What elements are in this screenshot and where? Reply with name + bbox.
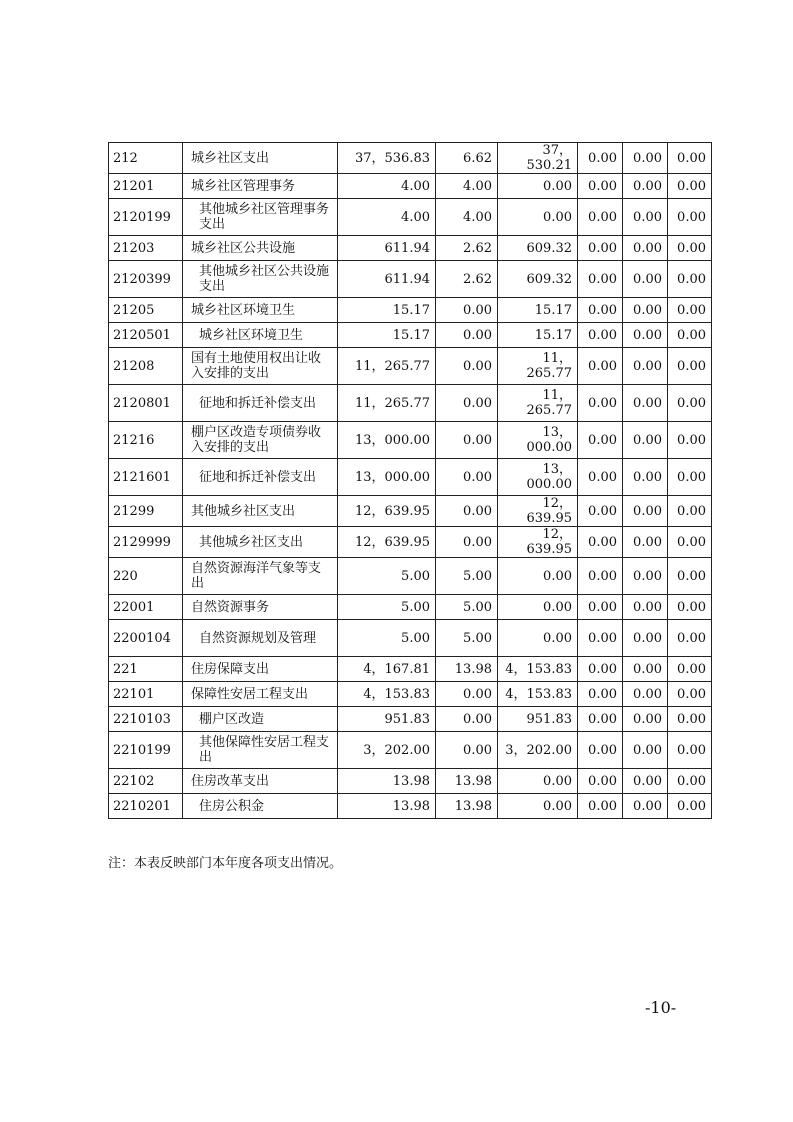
cell-project: 12，639.95	[498, 527, 578, 558]
cell-col6: 0.00	[668, 422, 712, 459]
cell-code: 21216	[109, 422, 183, 459]
cell-col4: 0.00	[578, 620, 623, 657]
cell-project: 3，202.00	[498, 732, 578, 769]
cell-col5: 0.00	[623, 199, 668, 236]
cell-basic: 2.62	[436, 261, 498, 298]
cell-name: 城乡社区管理事务	[183, 174, 338, 199]
cell-col6: 0.00	[668, 236, 712, 261]
cell-code: 2200104	[109, 620, 183, 657]
cell-code: 21205	[109, 298, 183, 323]
cell-code: 21208	[109, 348, 183, 385]
cell-col5: 0.00	[623, 261, 668, 298]
cell-total: 13.98	[338, 794, 436, 819]
cell-name: 城乡社区环境卫生	[183, 323, 338, 348]
cell-total: 11，265.77	[338, 348, 436, 385]
cell-basic: 5.00	[436, 620, 498, 657]
cell-col5: 0.00	[623, 732, 668, 769]
cell-col6: 0.00	[668, 298, 712, 323]
cell-col6: 0.00	[668, 348, 712, 385]
cell-col4: 0.00	[578, 595, 623, 620]
table-row	[109, 496, 712, 527]
cell-project: 15.17	[498, 323, 578, 348]
cell-basic: 13.98	[436, 769, 498, 794]
table-row	[109, 707, 712, 732]
cell-col5: 0.00	[623, 385, 668, 422]
cell-name: 棚户区改造专项债券收入安排的支出	[183, 422, 338, 459]
table-row	[109, 422, 712, 459]
cell-code: 2210103	[109, 707, 183, 732]
cell-col5: 0.00	[623, 794, 668, 819]
cell-name: 其他城乡社区管理事务支出	[183, 199, 338, 236]
cell-project: 0.00	[498, 595, 578, 620]
cell-code: 22101	[109, 682, 183, 707]
cell-total: 11，265.77	[338, 385, 436, 422]
cell-code: 21203	[109, 236, 183, 261]
cell-project: 0.00	[498, 794, 578, 819]
cell-col5: 0.00	[623, 769, 668, 794]
cell-code: 2129999	[109, 527, 183, 558]
table-row	[109, 348, 712, 385]
cell-code: 2210199	[109, 732, 183, 769]
cell-project: 0.00	[498, 199, 578, 236]
cell-basic: 0.00	[436, 732, 498, 769]
table-row	[109, 459, 712, 496]
cell-name: 其他城乡社区支出	[183, 496, 338, 527]
table-row	[109, 682, 712, 707]
cell-col4: 0.00	[578, 174, 623, 199]
cell-basic: 5.00	[436, 558, 498, 595]
cell-project: 11，265.77	[498, 348, 578, 385]
cell-code: 22001	[109, 595, 183, 620]
cell-col4: 0.00	[578, 527, 623, 558]
table-row	[109, 732, 712, 769]
cell-total: 611.94	[338, 261, 436, 298]
cell-col5: 0.00	[623, 620, 668, 657]
cell-total: 4，167.81	[338, 657, 436, 682]
cell-col5: 0.00	[623, 143, 668, 174]
cell-total: 12，639.95	[338, 527, 436, 558]
cell-code: 2121601	[109, 459, 183, 496]
cell-code: 2120801	[109, 385, 183, 422]
cell-basic: 0.00	[436, 707, 498, 732]
cell-code: 221	[109, 657, 183, 682]
cell-project: 609.32	[498, 236, 578, 261]
cell-code: 212	[109, 143, 183, 174]
cell-col4: 0.00	[578, 459, 623, 496]
cell-project: 13，000.00	[498, 422, 578, 459]
cell-total: 13，000.00	[338, 459, 436, 496]
cell-name: 住房改革支出	[183, 769, 338, 794]
cell-col6: 0.00	[668, 595, 712, 620]
cell-col5: 0.00	[623, 527, 668, 558]
cell-code: 220	[109, 558, 183, 595]
cell-col5: 0.00	[623, 459, 668, 496]
cell-col4: 0.00	[578, 769, 623, 794]
cell-project: 4，153.83	[498, 682, 578, 707]
cell-project: 0.00	[498, 769, 578, 794]
cell-col4: 0.00	[578, 348, 623, 385]
cell-col5: 0.00	[623, 348, 668, 385]
cell-col5: 0.00	[623, 496, 668, 527]
cell-col4: 0.00	[578, 143, 623, 174]
cell-basic: 0.00	[436, 348, 498, 385]
cell-col6: 0.00	[668, 558, 712, 595]
cell-project: 13，000.00	[498, 459, 578, 496]
cell-project: 4，153.83	[498, 657, 578, 682]
table-body	[109, 143, 712, 819]
cell-col6: 0.00	[668, 323, 712, 348]
cell-total: 5.00	[338, 558, 436, 595]
cell-col6: 0.00	[668, 261, 712, 298]
cell-basic: 13.98	[436, 794, 498, 819]
cell-basic: 0.00	[436, 527, 498, 558]
table-row	[109, 174, 712, 199]
cell-basic: 4.00	[436, 174, 498, 199]
table-row	[109, 558, 712, 595]
cell-code: 2120501	[109, 323, 183, 348]
cell-col6: 0.00	[668, 657, 712, 682]
table-row	[109, 657, 712, 682]
cell-total: 4，153.83	[338, 682, 436, 707]
cell-name: 其他城乡社区支出	[183, 527, 338, 558]
cell-name: 自然资源海洋气象等支出	[183, 558, 338, 595]
cell-basic: 6.62	[436, 143, 498, 174]
expenditure-table	[108, 142, 712, 819]
table-row	[109, 143, 712, 174]
cell-total: 13.98	[338, 769, 436, 794]
cell-project: 0.00	[498, 620, 578, 657]
table-row	[109, 595, 712, 620]
cell-code: 2120199	[109, 199, 183, 236]
cell-name: 住房公积金	[183, 794, 338, 819]
table-row	[109, 385, 712, 422]
cell-basic: 0.00	[436, 496, 498, 527]
cell-code: 2210201	[109, 794, 183, 819]
table-row	[109, 298, 712, 323]
cell-name: 住房保障支出	[183, 657, 338, 682]
cell-col5: 0.00	[623, 595, 668, 620]
cell-col6: 0.00	[668, 732, 712, 769]
cell-code: 21201	[109, 174, 183, 199]
cell-col6: 0.00	[668, 794, 712, 819]
cell-basic: 0.00	[436, 323, 498, 348]
cell-col4: 0.00	[578, 732, 623, 769]
cell-project: 609.32	[498, 261, 578, 298]
cell-col6: 0.00	[668, 620, 712, 657]
cell-total: 12，639.95	[338, 496, 436, 527]
cell-col6: 0.00	[668, 707, 712, 732]
cell-project: 0.00	[498, 174, 578, 199]
cell-basic: 4.00	[436, 199, 498, 236]
cell-col6: 0.00	[668, 199, 712, 236]
cell-col5: 0.00	[623, 657, 668, 682]
table-row	[109, 323, 712, 348]
cell-name: 自然资源事务	[183, 595, 338, 620]
cell-code: 22102	[109, 769, 183, 794]
cell-col5: 0.00	[623, 558, 668, 595]
cell-col4: 0.00	[578, 236, 623, 261]
cell-basic: 0.00	[436, 422, 498, 459]
cell-total: 15.17	[338, 323, 436, 348]
cell-col4: 0.00	[578, 707, 623, 732]
cell-total: 951.83	[338, 707, 436, 732]
table-row	[109, 527, 712, 558]
cell-col4: 0.00	[578, 298, 623, 323]
cell-total: 5.00	[338, 595, 436, 620]
table-row	[109, 769, 712, 794]
cell-name: 城乡社区环境卫生	[183, 298, 338, 323]
cell-name: 自然资源规划及管理	[183, 620, 338, 657]
cell-col6: 0.00	[668, 527, 712, 558]
cell-basic: 0.00	[436, 459, 498, 496]
cell-col4: 0.00	[578, 682, 623, 707]
cell-col6: 0.00	[668, 682, 712, 707]
cell-col5: 0.00	[623, 707, 668, 732]
cell-total: 4.00	[338, 199, 436, 236]
cell-col6: 0.00	[668, 496, 712, 527]
cell-total: 37，536.83	[338, 143, 436, 174]
cell-col4: 0.00	[578, 261, 623, 298]
cell-col6: 0.00	[668, 143, 712, 174]
cell-total: 5.00	[338, 620, 436, 657]
table-row	[109, 620, 712, 657]
cell-name: 城乡社区公共设施	[183, 236, 338, 261]
cell-project: 951.83	[498, 707, 578, 732]
cell-name: 其他保障性安居工程支出	[183, 732, 338, 769]
table-row	[109, 261, 712, 298]
cell-name: 棚户区改造	[183, 707, 338, 732]
cell-name: 城乡社区支出	[183, 143, 338, 174]
cell-col4: 0.00	[578, 794, 623, 819]
cell-project: 15.17	[498, 298, 578, 323]
cell-col5: 0.00	[623, 174, 668, 199]
cell-name: 其他城乡社区公共设施支出	[183, 261, 338, 298]
table-row	[109, 794, 712, 819]
cell-col4: 0.00	[578, 558, 623, 595]
cell-total: 4.00	[338, 174, 436, 199]
cell-basic: 0.00	[436, 682, 498, 707]
cell-col6: 0.00	[668, 385, 712, 422]
cell-col6: 0.00	[668, 459, 712, 496]
cell-basic: 13.98	[436, 657, 498, 682]
cell-name: 保障性安居工程支出	[183, 682, 338, 707]
cell-total: 15.17	[338, 298, 436, 323]
cell-col4: 0.00	[578, 422, 623, 459]
cell-project: 11，265.77	[498, 385, 578, 422]
cell-col4: 0.00	[578, 496, 623, 527]
cell-project: 0.00	[498, 558, 578, 595]
cell-col5: 0.00	[623, 422, 668, 459]
cell-col4: 0.00	[578, 657, 623, 682]
cell-name: 国有土地使用权出让收入安排的支出	[183, 348, 338, 385]
cell-col5: 0.00	[623, 323, 668, 348]
cell-name: 征地和拆迁补偿支出	[183, 385, 338, 422]
cell-col4: 0.00	[578, 323, 623, 348]
cell-project: 37，530.21	[498, 143, 578, 174]
cell-col4: 0.00	[578, 385, 623, 422]
cell-total: 611.94	[338, 236, 436, 261]
table-row	[109, 199, 712, 236]
cell-col5: 0.00	[623, 682, 668, 707]
cell-basic: 5.00	[436, 595, 498, 620]
cell-code: 2120399	[109, 261, 183, 298]
cell-project: 12，639.95	[498, 496, 578, 527]
cell-col4: 0.00	[578, 199, 623, 236]
cell-total: 13，000.00	[338, 422, 436, 459]
table-note: 注：本表反映部门本年度各项支出情况。	[108, 856, 343, 871]
page-number: -10-	[645, 998, 677, 1017]
cell-total: 3，202.00	[338, 732, 436, 769]
cell-col6: 0.00	[668, 769, 712, 794]
cell-col5: 0.00	[623, 236, 668, 261]
cell-basic: 0.00	[436, 385, 498, 422]
cell-basic: 0.00	[436, 298, 498, 323]
cell-basic: 2.62	[436, 236, 498, 261]
cell-code: 21299	[109, 496, 183, 527]
cell-col5: 0.00	[623, 298, 668, 323]
cell-name: 征地和拆迁补偿支出	[183, 459, 338, 496]
table-row	[109, 236, 712, 261]
cell-col6: 0.00	[668, 174, 712, 199]
